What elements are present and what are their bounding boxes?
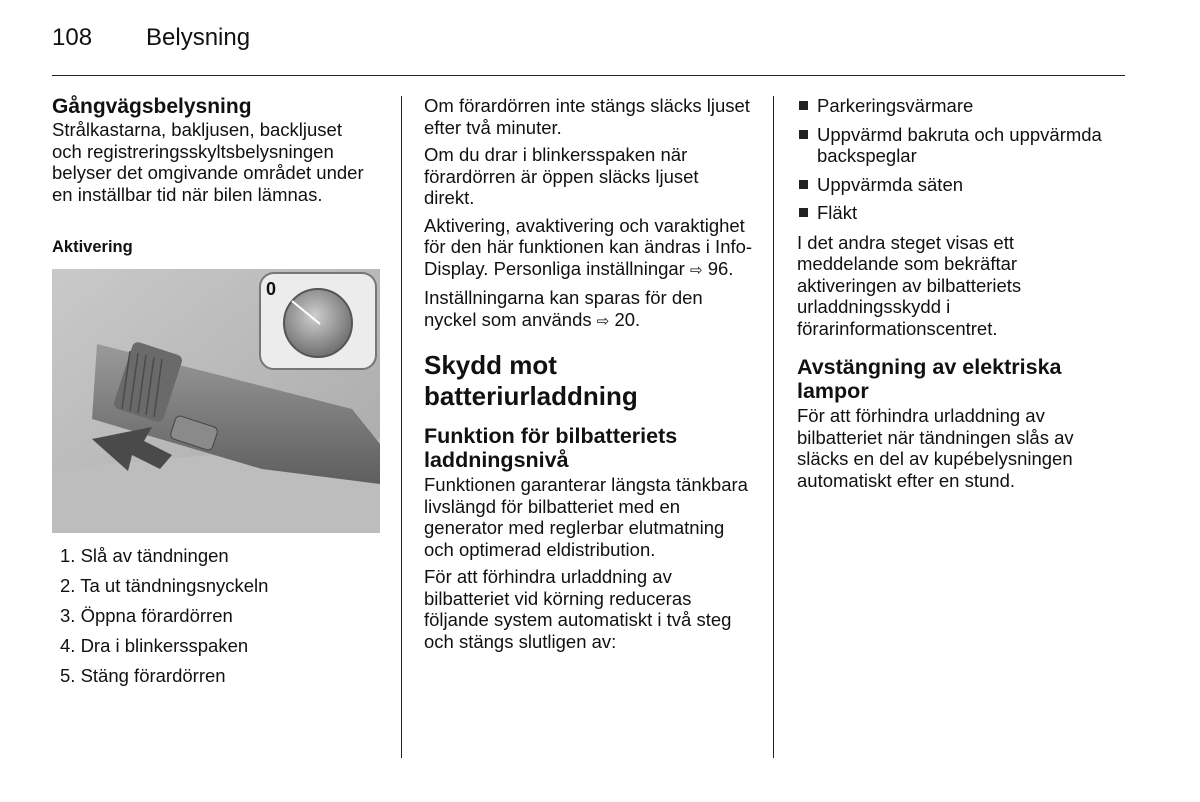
list-item: 3. Öppna förardörren — [60, 604, 233, 626]
list-item: Parkeringsvärmare — [797, 95, 1127, 117]
paragraph-text: Inställningarna kan sparas för den nyckel som används — [424, 287, 703, 330]
paragraph: För att förhindra urladdning av bilbatteriet när tändningen slås av släcks en del av kupébelysningen automatiskt efter en stund. — [797, 405, 1074, 491]
page-reference: 96. — [707, 257, 734, 279]
arrow-reference-icon: ⇨ — [596, 311, 610, 330]
bullet-list — [797, 95, 1127, 224]
paragraph: För att förhindra urladdning av bilbatteriet vid körning reduceras följande system automatiskt i två steg och stängs slutligen av: — [424, 566, 732, 652]
column-1 — [52, 95, 382, 695]
page-reference: 20. — [614, 308, 641, 330]
heading-avstangning-elektriska-lampor: Avstängning av elektriska lampor — [797, 355, 1062, 403]
heading-skydd-mot-batteriurladdning: Skydd mot batteriurladdning — [424, 350, 638, 411]
paragraph — [424, 287, 754, 332]
intro-paragraph: Strålkastarna, bakljusen, backljuset och registreringsskyltsbelysningen belyser det omgivande området under en inställbar tid när bilen lämnas. — [52, 119, 364, 205]
list-item: Fläkt — [797, 202, 1127, 224]
column-3 — [797, 95, 1127, 497]
list-item: Uppvärmd bakruta och uppvärmda backspeglar — [797, 124, 1127, 167]
list-item: 5. Stäng förardörren — [60, 664, 226, 686]
turn-signal-stalk-image — [52, 269, 380, 533]
heading-gangvagsbelysning: Gångvägsbelysning — [52, 95, 252, 118]
steps-list — [52, 545, 382, 687]
page-number: 108 — [52, 24, 93, 51]
subheading-aktivering: Aktivering — [52, 238, 133, 256]
column-divider-1 — [401, 96, 402, 758]
list-item: 4. Dra i blinkersspaken — [60, 634, 249, 656]
paragraph-text: Aktivering, avaktivering och varaktighet för den här funktionen kan ändras i Info-Display. Personliga inställningar — [424, 214, 753, 279]
paragraph — [424, 215, 754, 282]
list-item: Uppvärmda säten — [797, 174, 1127, 196]
figure-label-zero: 0 — [266, 278, 277, 299]
header-rule — [52, 75, 1125, 76]
arrow-reference-icon: ⇨ — [689, 260, 703, 279]
section-title: Belysning — [146, 24, 251, 51]
column-divider-2 — [773, 96, 774, 758]
heading-funktion-laddningsniva: Funktion för bilbatteriets laddningsnivå — [424, 424, 678, 472]
column-2 — [424, 95, 754, 658]
paragraph: Om du drar i blinkersspaken när förardörren är öppen släcks ljuset direkt. — [424, 144, 699, 208]
paragraph: Om förardörren inte stängs släcks ljuset efter två minuter. — [424, 95, 750, 138]
list-item: 2. Ta ut tändningsnyckeln — [60, 574, 269, 596]
paragraph: Funktionen garanterar längsta tänkbara livslängd för bilbatteriet med en generator med reglerbar elutmatning och optimerad eldistribution. — [424, 474, 748, 560]
stalk-illustration — [52, 269, 380, 533]
list-item: 1. Slå av tändningen — [60, 544, 229, 566]
paragraph: I det andra steget visas ett meddelande som bekräftar aktiveringen av bilbatteriets urladdningsskydd i förarinformationscentret. — [797, 231, 1022, 339]
